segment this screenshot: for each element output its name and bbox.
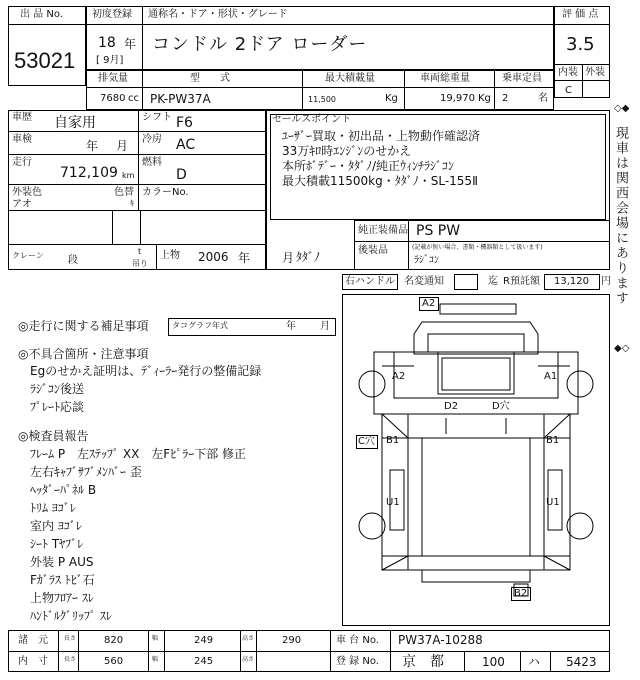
inner-label: 内 寸 xyxy=(18,656,48,667)
gross-label: 車両総重量 xyxy=(420,73,470,84)
exterior-label: 外装 xyxy=(585,67,605,78)
inspection-month: 月 xyxy=(116,139,129,153)
selling-label: セールスポイント xyxy=(272,114,352,125)
mark-b2: B2 xyxy=(514,588,528,599)
bodywork-month-unit: 月 xyxy=(282,251,295,265)
fuel-label: 燃料 xyxy=(142,157,162,168)
mark-u1-right: U1 xyxy=(546,497,560,508)
inspector-line-7: 外装 P AUS xyxy=(30,555,94,569)
std-equip-label: 純正装備品 xyxy=(358,225,408,236)
interior-grade: C xyxy=(565,85,572,96)
inspector-title: ◎検査員報告 xyxy=(18,429,89,443)
mark-b1-left: B1 xyxy=(386,435,400,446)
crane-unit-stage: 段 xyxy=(68,255,78,266)
selling-line-3: 本所ﾎﾞﾃﾞｰ・ﾀﾀﾞﾉ/純正ｳｨﾝﾁﾗｼﾞｺﾝ xyxy=(282,159,455,173)
capacity-label: 乗車定員 xyxy=(502,73,542,84)
mark-u1-left: U1 xyxy=(386,497,400,508)
mileage-unit: km xyxy=(122,171,135,180)
chassis-value: PW37A-10288 xyxy=(398,633,483,647)
len-label: 長さ xyxy=(64,635,77,642)
inspection-until-label: 迄 xyxy=(488,276,498,287)
fuel-value: D xyxy=(176,167,187,183)
interior-label: 内装 xyxy=(558,67,578,78)
mark-d2: D2 xyxy=(444,401,459,412)
reg-year: 18 xyxy=(98,35,116,51)
first-reg-label: 初度登録 xyxy=(92,9,132,20)
grade-label: 評 価 点 xyxy=(562,9,599,20)
crane-unit-lift: 吊り xyxy=(132,259,148,268)
defect-line-2: ﾗｼﾞｺﾝ後送 xyxy=(30,382,85,396)
lot-number: 53021 xyxy=(14,48,76,73)
in-hgt-label: 高さ xyxy=(242,656,255,663)
reg-class: 100 xyxy=(482,655,505,669)
reg-kana: ハ xyxy=(528,655,541,669)
after-note: (記載が無い場合、書類・機器類として扱います) xyxy=(412,244,543,251)
selling-line-4: 最大積載11500kg・ﾀﾀﾞﾉ・SL-155Ⅱ xyxy=(282,174,478,188)
inspector-line-10: ﾊﾝﾄﾞﾙｸﾞﾘｯﾌﾟ ｽﾚ xyxy=(30,609,112,623)
lot-label: 出 品 No. xyxy=(20,9,63,20)
crane-label: クレーン xyxy=(12,251,44,260)
dims-label: 諸 元 xyxy=(18,635,48,646)
len-value: 820 xyxy=(104,635,124,646)
disp-unit: cc xyxy=(128,93,139,104)
chassis-label: 車 台 No. xyxy=(336,635,379,646)
recycle-value: 13,120 xyxy=(554,276,589,287)
in-len-value: 560 xyxy=(104,656,124,667)
bodywork-maker: ﾀﾀﾞﾉ xyxy=(296,250,321,264)
name-change-box xyxy=(454,274,478,290)
in-wid-label: 幅 xyxy=(152,656,159,663)
disp-value: 7680 xyxy=(100,93,126,104)
mark-c-hole: C穴 xyxy=(358,436,375,447)
bodywork-year-unit: 年 xyxy=(238,251,251,265)
after-label: 後装品 xyxy=(358,245,388,256)
inspector-line-1: ﾌﾚｰﾑ P 左ｽﾃｯﾌﾟ XX 左Fﾋﾟﾗｰ下部 修正 xyxy=(30,447,247,461)
payload-value: 11,500 xyxy=(308,95,336,104)
defect-line-3: ﾌﾟﾚｰﾄ応談 xyxy=(30,400,85,414)
inspector-line-2: 左右ｷｬﾌﾞｻﾌﾞﾒﾝﾊﾞｰ 歪 xyxy=(30,465,142,479)
inspection-year: 年 xyxy=(86,139,99,153)
hgt-value: 290 xyxy=(282,635,302,646)
grade-value: 3.5 xyxy=(566,34,595,55)
wid-label: 幅 xyxy=(152,635,159,642)
crane-unit-ton: t xyxy=(138,247,142,256)
ac-label: 冷房 xyxy=(142,134,162,145)
ac-value: AC xyxy=(176,137,196,153)
color-change-label: 色替 xyxy=(114,187,134,198)
mark-d-hole: D穴 xyxy=(492,401,510,412)
payload-unit: Kg xyxy=(385,93,398,104)
side-arrows-top: ◇◆ xyxy=(614,103,630,114)
gross-unit: Kg xyxy=(478,93,491,104)
model-code: PK-PW37A xyxy=(150,92,211,106)
inspector-line-8: Fｶﾞﾗｽ ﾄﾋﾞ石 xyxy=(30,573,95,587)
defect-line-1: Egのせかえ証明は、ﾃﾞｨｰﾗｰ発行の整備記録 xyxy=(30,364,262,378)
reg-month: [ 9月] xyxy=(96,55,124,66)
color-code-label: カラーNo. xyxy=(142,187,189,198)
name-change-label: 名変通知 xyxy=(404,276,444,287)
recycle-label: R預託額 xyxy=(503,276,540,287)
bodywork-label: 上物 xyxy=(160,250,180,261)
tacho-month: 月 xyxy=(320,321,330,332)
side-arrows-bottom: ◆◇ xyxy=(614,343,630,354)
shift-value: F6 xyxy=(176,115,193,131)
mark-a2-left: A2 xyxy=(392,371,406,382)
after-value: ﾗｼﾞｺﾝ xyxy=(414,255,439,266)
reg-label: 登 録 No. xyxy=(336,656,379,667)
defect-title: ◎不具合箇所・注意事項 xyxy=(18,347,149,361)
disp-label: 排気量 xyxy=(98,73,128,84)
mark-a1-right: A1 xyxy=(544,371,558,382)
selling-line-2: 33万ｷﾛ時ｴﾝｼﾞﾝのせかえ xyxy=(282,144,412,158)
rhd-label: 右ハンドル xyxy=(345,276,395,287)
ext-color-value: アオ xyxy=(12,199,32,210)
inspection-label: 車検 xyxy=(12,134,32,145)
tacho-label: タコグラフ年式 xyxy=(172,321,228,330)
shift-label: シフト xyxy=(142,112,172,123)
color-change-unit: ｷ xyxy=(130,199,134,208)
truck-outline-diagram xyxy=(342,294,610,626)
mark-a2-top: A2 xyxy=(422,298,436,309)
history-label: 車歴 xyxy=(12,112,32,123)
reg-year-unit: 年 xyxy=(124,37,137,51)
history-value: 自家用 xyxy=(54,115,96,131)
inspector-line-9: 上物ﾌﾛｱｰ ｽﾚ xyxy=(30,591,94,605)
tacho-title: ◎走行に関する補足事項 xyxy=(18,319,149,333)
info-box xyxy=(8,110,266,270)
in-len-label: 長さ xyxy=(64,656,77,663)
reg-number: 5423 xyxy=(566,655,597,669)
model-name: コンドル 2ドア ローダー xyxy=(152,34,368,55)
reg-city: 京 都 xyxy=(402,654,444,670)
bodywork-year: 2006 xyxy=(198,250,229,264)
mileage-value: 712,109 xyxy=(60,165,118,181)
inspector-line-3: ﾍｯﾀﾞｰﾊﾟﾈﾙ B xyxy=(30,483,97,497)
model-desc-label: 通称名・ドア・形状・グレード xyxy=(148,9,288,20)
tacho-year: 年 xyxy=(286,321,296,332)
hgt-label: 高さ xyxy=(242,635,255,642)
inspector-line-5: 室内 ﾖｺﾞﾚ xyxy=(30,519,82,533)
capacity-value: 2 xyxy=(502,93,509,104)
inspector-line-4: ﾄﾘﾑ ﾖｺﾞﾚ xyxy=(30,501,76,515)
model-code-label: 型 式 xyxy=(190,73,230,84)
std-equip-value: PS PW xyxy=(416,223,461,239)
in-wid-value: 245 xyxy=(194,656,214,667)
payload-label: 最大積載量 xyxy=(325,73,375,84)
inspector-line-6: ｼｰﾄ Tﾔﾌﾞﾚ xyxy=(30,537,84,551)
capacity-unit: 名 xyxy=(538,93,548,104)
side-location-text: 現車は関西会場にあります xyxy=(613,126,628,306)
mileage-label: 走行 xyxy=(12,157,32,168)
mark-b1-right: B1 xyxy=(546,435,560,446)
wid-value: 249 xyxy=(194,635,214,646)
recycle-unit: 円 xyxy=(601,276,611,287)
ext-color-label: 外装色 xyxy=(12,187,42,198)
gross-value: 19,970 xyxy=(440,93,475,104)
selling-line-1: ﾕｰｻﾞｰ買取・初出品・上物動作確認済 xyxy=(282,129,481,143)
